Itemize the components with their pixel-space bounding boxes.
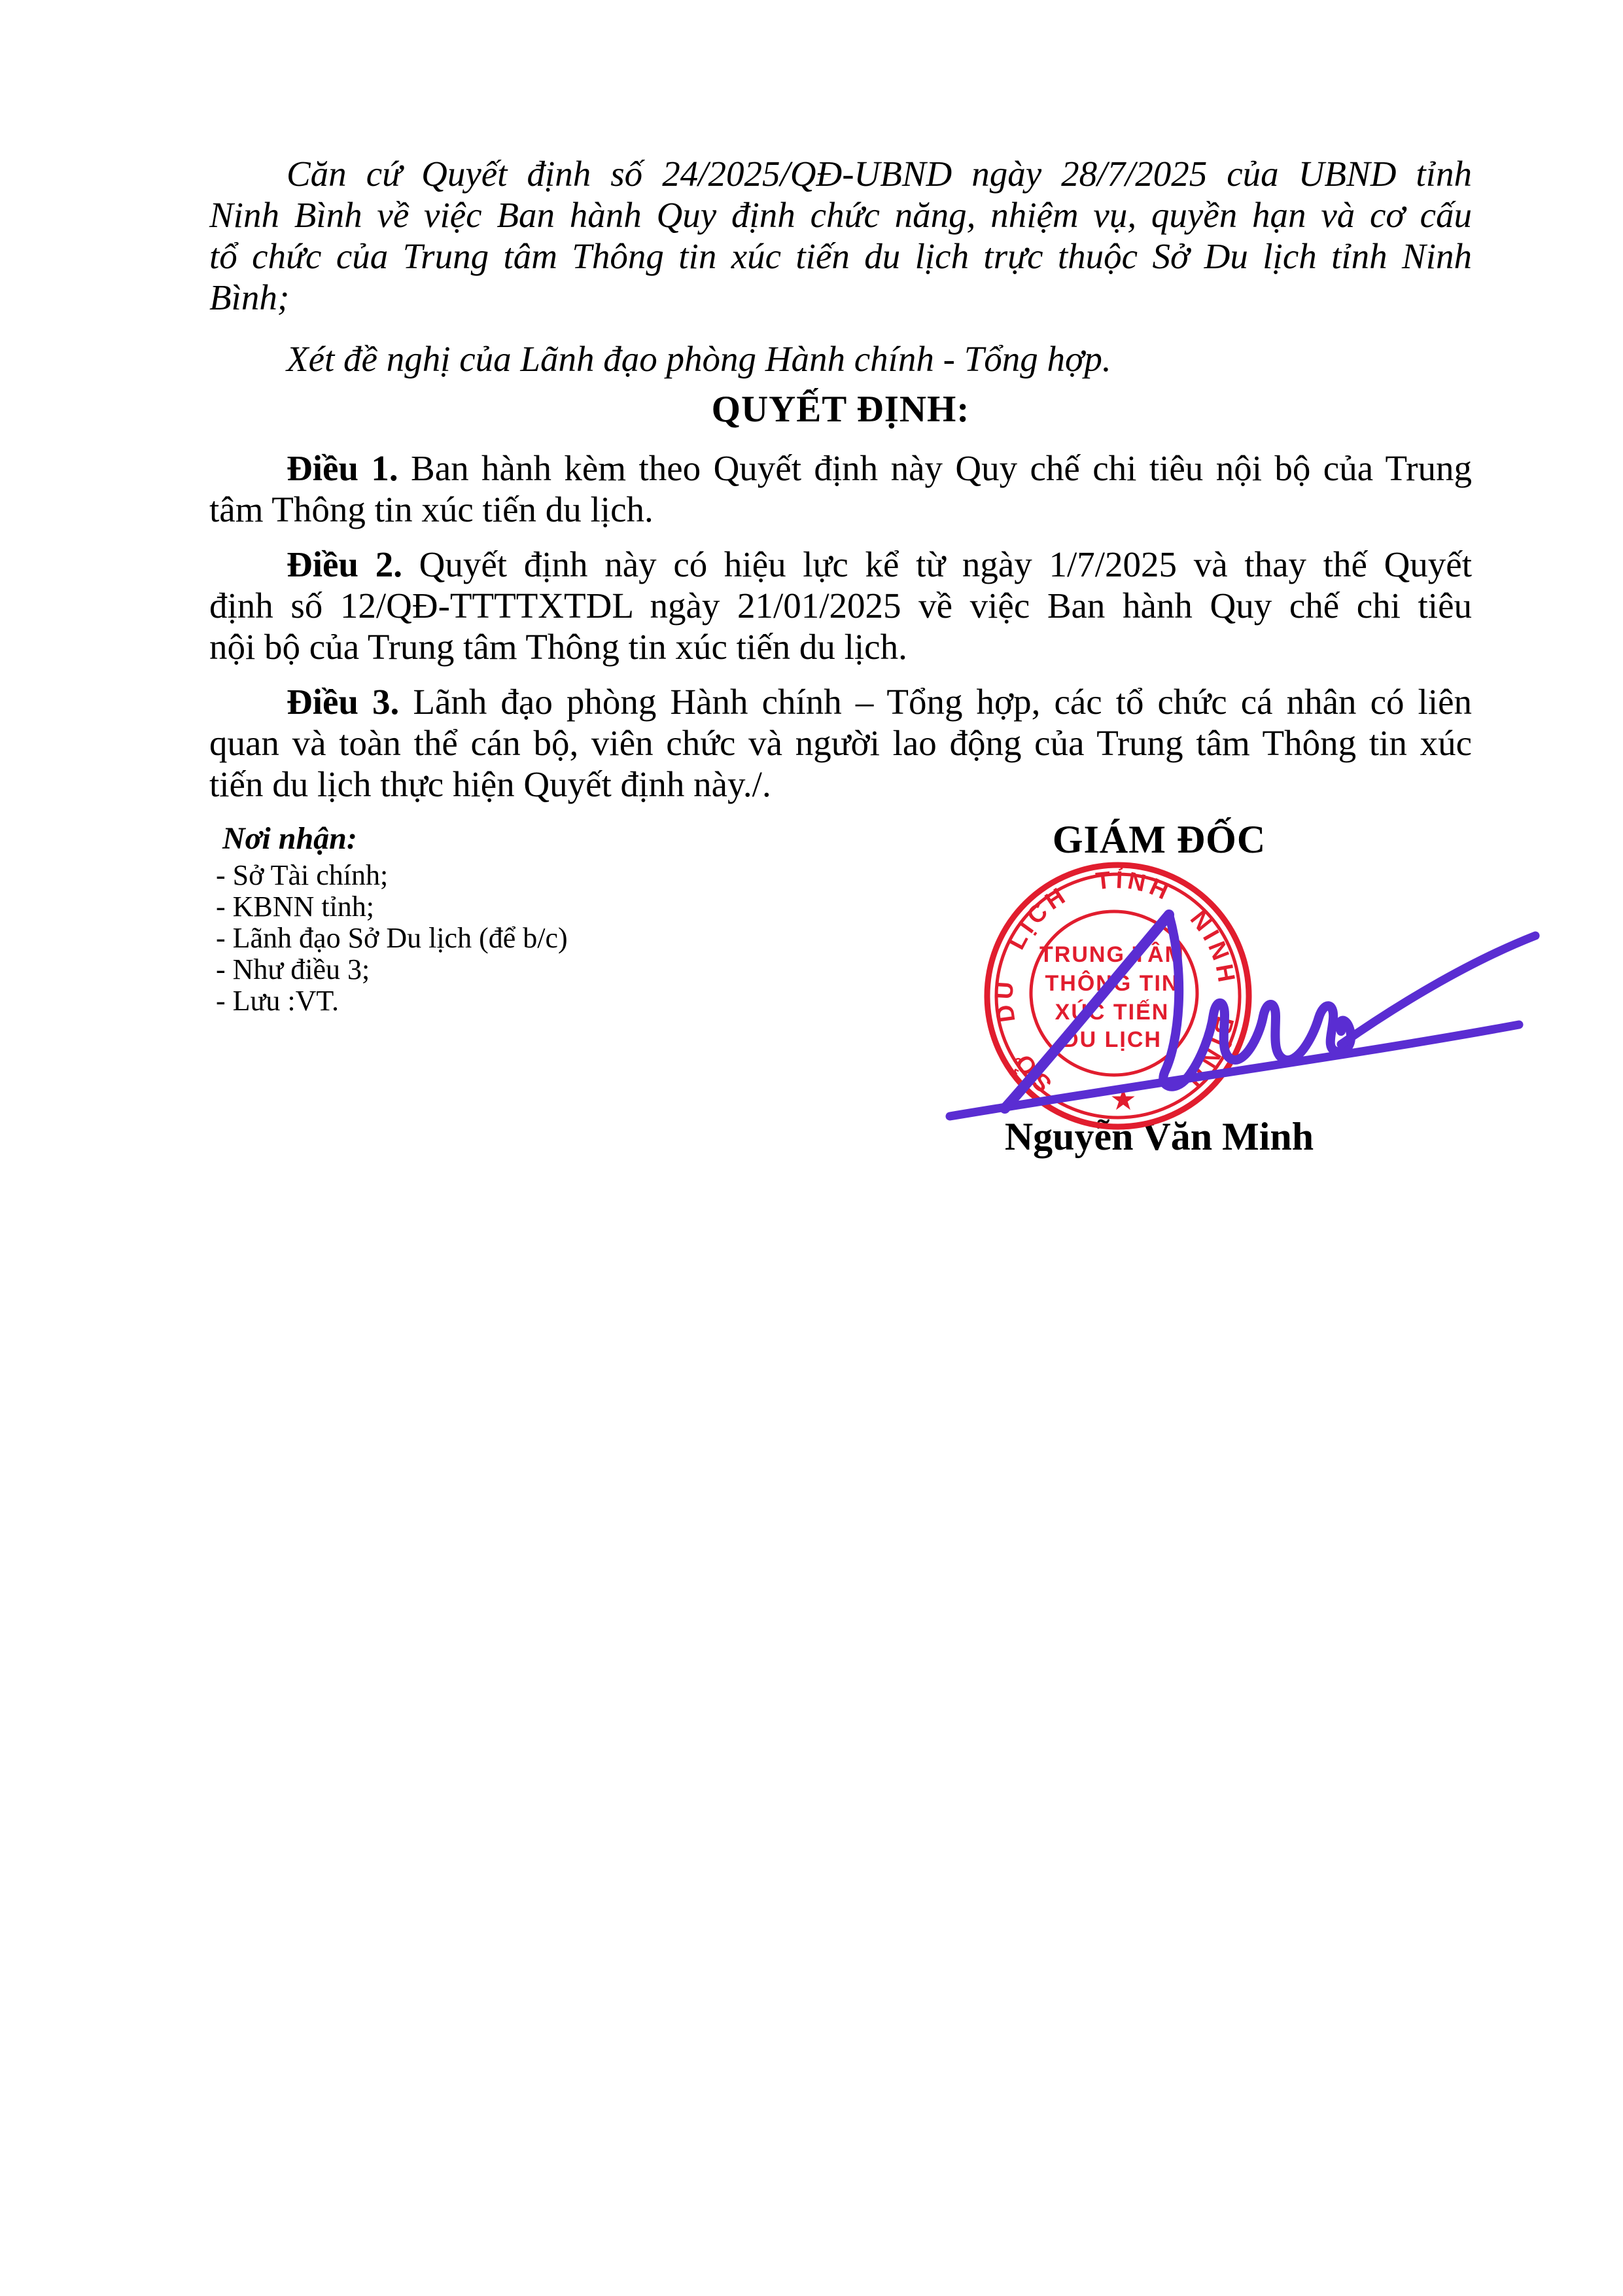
text-line: Ninh Bình về việc Ban hành Quy định chức năng, nhiệm vụ, quyền hạn và cơ cấu — [209, 195, 1472, 235]
text-line: tổ chức của Trung tâm Thông tin xúc tiến du lịch trực thuộc Sở Du lịch tỉnh Ninh — [209, 236, 1472, 276]
text-line: tâm Thông tin xúc tiến du lịch. — [209, 489, 654, 529]
paragraph-article-3 — [209, 681, 1472, 805]
article-text: Lãnh đạo phòng Hành chính – Tổng hợp, các tổ chức cá nhân có liên — [399, 682, 1473, 722]
text-line — [209, 448, 1472, 489]
stamp-center-line: THÔNG TIN — [1045, 971, 1179, 996]
star-icon: ★ — [1109, 1083, 1137, 1116]
stamp-center-line: DU LỊCH — [1062, 1027, 1162, 1052]
text-line: tiến du lịch thực hiện Quyết định này./. — [209, 764, 771, 804]
article-label: Điều 3. — [287, 682, 400, 722]
recipient-item: - KBNN tỉnh; — [216, 891, 374, 923]
article-text: Quyết định này có hiệu lực kể từ ngày 1/7/2025 và thay thế Quyết — [402, 544, 1473, 584]
text-line: nội bộ của Trung tâm Thông tin xúc tiến du lịch. — [209, 627, 907, 667]
text-line — [209, 544, 1472, 585]
recipients-block — [216, 822, 805, 1017]
recipients-header: Nơi nhận: — [222, 821, 357, 856]
document-body — [209, 153, 1472, 819]
paragraph-article-2 — [209, 544, 1472, 667]
signer-title: GIÁM ĐỐC — [1052, 818, 1266, 861]
stamp-ring-text: SỞ DU LỊCH TỈNH NINH BÌNH — [990, 866, 1242, 1098]
recipient-item: - Lãnh đạo Sở Du lịch (để b/c) — [216, 922, 568, 954]
signer-name: Nguyễn Văn Minh — [1004, 1115, 1314, 1158]
text-line: quan và toàn thể cán bộ, viên chức và người lao động của Trung tâm Thông tin xúc — [209, 723, 1472, 763]
stamp-center-line: XÚC TIẾN — [1055, 1000, 1170, 1025]
paragraph-preamble — [209, 153, 1472, 318]
recipient-item: - Sở Tài chính; — [216, 859, 389, 891]
text-line: Bình; — [209, 277, 290, 317]
recipient-item: - Như điều 3; — [216, 953, 370, 985]
text-line — [209, 681, 1472, 722]
text-line: Xét đề nghị của Lãnh đạo phòng Hành chính - Tổng hợp. — [287, 339, 1111, 379]
recipient-item: - Lưu :VT. — [216, 985, 339, 1017]
article-text: Ban hành kèm theo Quyết định này Quy chế chi tiêu nội bộ của Trung — [398, 448, 1472, 488]
article-label: Điều 1. — [287, 448, 398, 488]
paragraph-proposal — [209, 338, 1472, 380]
text-line: Căn cứ Quyết định số 24/2025/QĐ-UBND ngày 28/7/2025 của UBND tỉnh — [287, 154, 1472, 194]
official-stamp-and-signature — [903, 831, 1622, 1197]
paragraph-article-1 — [209, 448, 1472, 530]
text-line: định số 12/QĐ-TTTTXTDL ngày 21/01/2025 về việc Ban hành Quy chế chi tiêu — [209, 586, 1472, 626]
stamp-center-line: TRUNG TÂM — [1039, 942, 1185, 967]
decision-heading: QUYẾT ĐỊNH: — [711, 389, 970, 430]
article-label: Điều 2. — [287, 544, 402, 584]
